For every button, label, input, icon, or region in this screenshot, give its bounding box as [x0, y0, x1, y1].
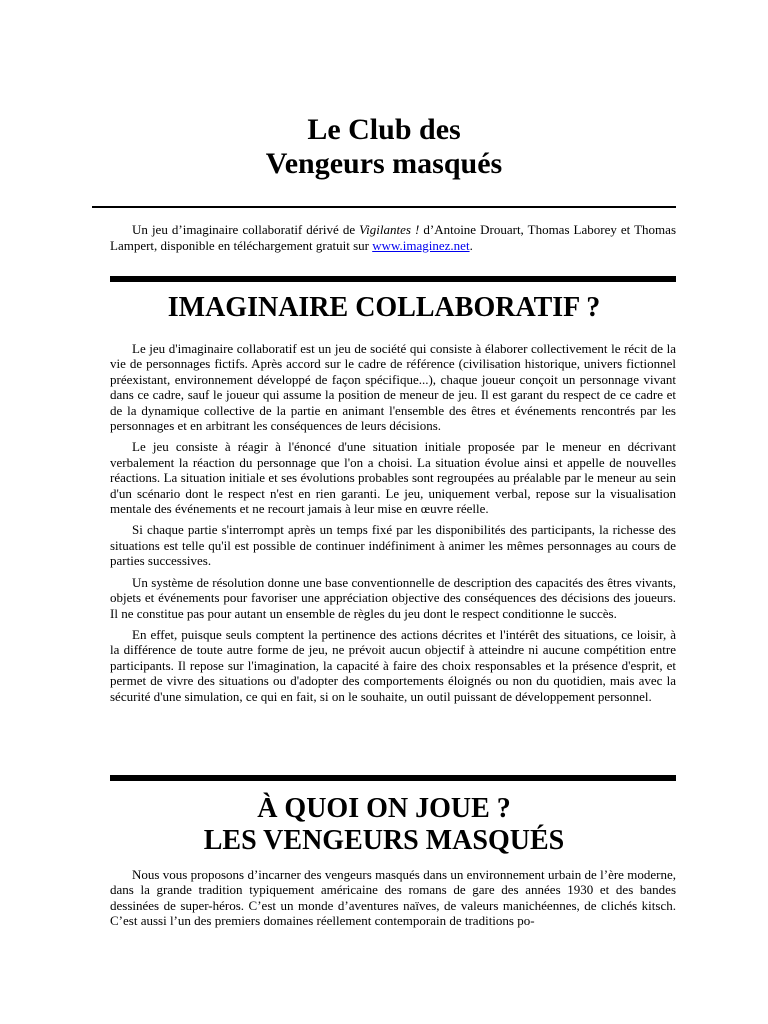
section1-paragraph: Le jeu d'imaginaire collaboratif est un jeu de société qui consiste à élaborer collectivement le récit de la vie de personnages fictifs. Après accord sur le cadre de référence (civilisation historique, univers fictionnel préexistant, environnement développé de façon spécifique...), chaque joueur conçoit un personnage vivant dans ce cadre, sauf le joueur qui assume la position de meneur de jeu. Il est garant du respect de ce cadre et de la dynamique collective de la partie en animant l'ensemble des êtres et événements rencontrés par les personnages et en arbitrant les conséquences de leurs décisions.: [110, 341, 676, 434]
intro-end: .: [469, 237, 473, 253]
section1-paragraph: Le jeu consiste à réagir à l'énoncé d'une situation initiale proposée par le meneur en décrivant verbalement la réaction du personnage que l'on a choisi. La situation évolue ainsi et appelle de nouvelles réactions. La situation initiale et ses évolutions probables sont regroupées au préalable par le meneur au sein d'un scénario dont le respect n'est en rien garanti. Le jeu, uniquement verbal, repose sur la visualisation mentale des événements et ne recourt jamais à leur mise en œuvre réelle.: [110, 439, 676, 517]
section-divider-1: [110, 276, 676, 282]
section2-body: [110, 867, 676, 935]
section1-heading: IMAGINAIRE COLLABORATIF ?: [167, 292, 601, 323]
imaginez-link[interactable]: www.imaginez.net: [372, 237, 470, 253]
section1-paragraph: Si chaque partie s'interrompt après un temps fixé par les disponibilités des participants, la richesse des situations est telle qu'il est possible de continuer indéfiniment à animer les mêmes personnages au cours de parties successives.: [110, 522, 676, 569]
intro-game-title: Vigilantes !: [359, 222, 420, 237]
title-line-1: Le Club des: [307, 113, 461, 146]
section2-heading-line-1: À QUOI ON JOUE ?: [257, 793, 511, 824]
intro-paragraph: [110, 222, 676, 253]
section-divider-2: [110, 775, 676, 781]
section1-paragraph: Un système de résolution donne une base conventionnelle de description des capacités des êtres vivants, objets et événements pour favoriser une appréciation objective des conséquences des décisions des joueurs. Il ne constitue pas pour autant un ensemble de règles du jeu dont le respect conditionne le succès.: [110, 574, 676, 621]
section2-paragraph: Nous vous proposons d’incarner des vengeurs masqués dans un environnement urbain de l’ère moderne, dans la grande tradition typiquement américaine des romans de gare des années 1930 et des bandes dessinées de super-héros. C’est un monde d’aventures naïves, de valeurs manichéennes, de clichés kitsch. C’est aussi l’un des premiers domaines réellement contemporain de traditions po-: [110, 867, 676, 929]
section2-heading-line-2: LES VENGEURS MASQUÉS: [203, 825, 565, 856]
intro-authors: d’Antoine Drouart, Thomas Laborey et Thomas Lampert, disponible en téléchargement gratuit sur: [110, 222, 676, 253]
intro-text: Un jeu d’imaginaire collaboratif dérivé de: [132, 222, 360, 237]
section1-body: [110, 341, 676, 710]
title-divider: [92, 206, 676, 208]
section2-heading: [0, 793, 768, 857]
title-line-2: Vengeurs masqués: [265, 147, 503, 180]
document-title: [0, 113, 768, 181]
section1-paragraph: En effet, puisque seuls comptent la pertinence des actions décrites et l'intérêt des situations, ce loisir, à la différence de toute autre forme de jeu, ne prévoit aucun objectif à atteindre ni aucune compétition entre participants. Il repose sur l'imagination, la capacité à faire des choix responsables et la présence d'esprit, et permet de vivre des situations ou d'adopter des comportements éloignés ou non du quotidien, mais avec la sécurité d'une simulation, ce qui en fait, si on le souhaite, un outil puissant de développement personnel.: [110, 626, 676, 704]
